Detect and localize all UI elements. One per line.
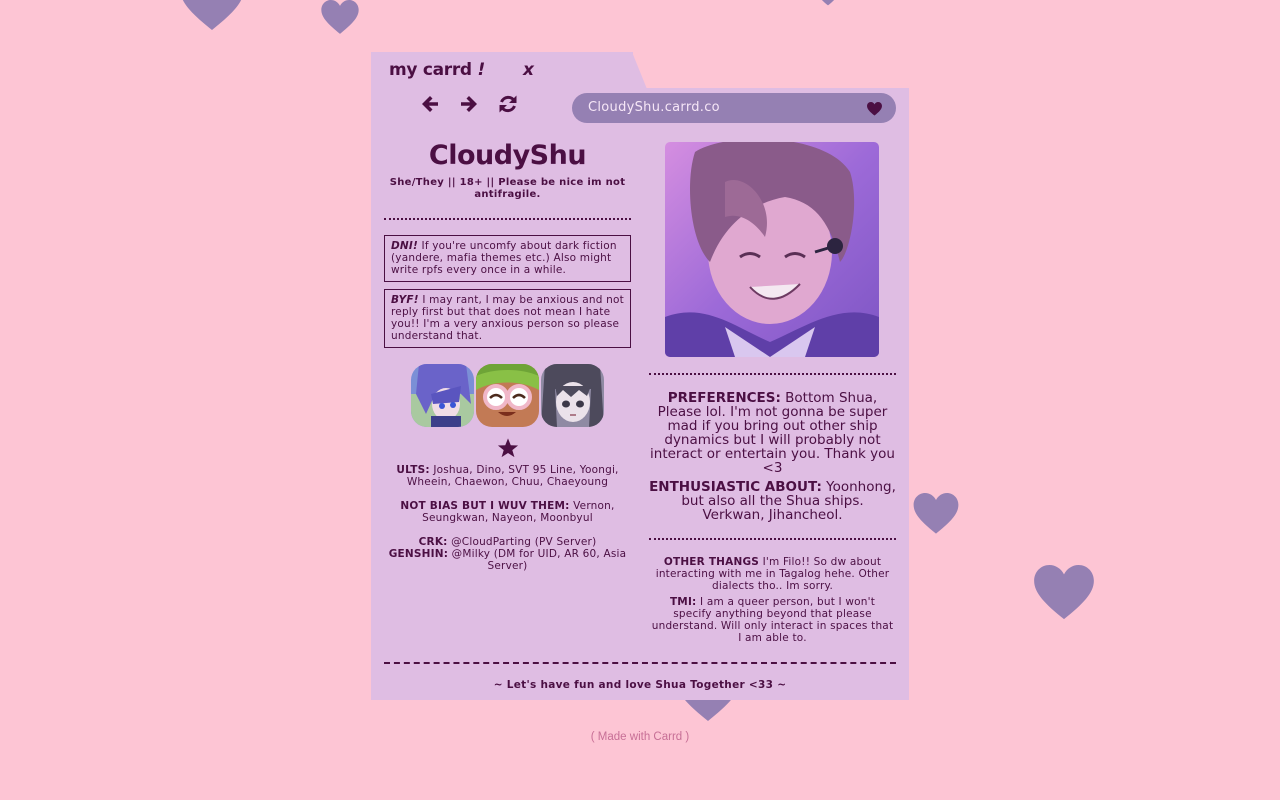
other-thangs-label: OTHER THANGS: [663, 556, 760, 568]
ults-info: [384, 464, 631, 488]
profile-name: CloudyShu: [428, 140, 587, 171]
dni-text: If you're uncomfy about dark fiction (yandere, mafia themes etc.) Also might write rpfs every once in a while.: [391, 240, 617, 276]
divider: [384, 218, 631, 220]
made-with-carrd-link[interactable]: ( Made with Carrd ): [590, 731, 690, 743]
avatar: [476, 364, 539, 427]
divider: [649, 538, 896, 540]
preferences-info: [649, 391, 896, 475]
browser-tab-edge: [632, 52, 647, 89]
dni-label: DNI!: [391, 240, 418, 252]
genshin-text: @Milky (DM for UID, AR 60, Asia Server): [448, 548, 627, 572]
footer-text: ~ Let's have fun and love Shua Together <33 ~: [493, 679, 787, 691]
byf-box: [384, 289, 631, 348]
footer-divider: [384, 662, 896, 664]
star-icon: [497, 437, 519, 459]
other-thangs-info: [649, 556, 896, 592]
tab-title: [389, 60, 485, 80]
preferences-text: Bottom Shua, Please lol. I'm not gonna be super mad if you bring out other ship dynamics but I will probably not interact or entertain you. Thank you <3: [650, 390, 895, 476]
enthusiastic-info: [649, 480, 896, 522]
back-button[interactable]: [419, 93, 441, 115]
genshin-info: [384, 548, 631, 572]
enthusiastic-label: ENTHUSIASTIC ABOUT:: [649, 479, 822, 495]
byf-text: I may rant, I may be anxious and not reply first but that does not mean I hate you!! I'm a very anxious person so please understand that.: [391, 294, 624, 342]
enthusiastic-text: Yoonhong, but also all the Shua ships. Verkwan, Jihancheol.: [681, 479, 896, 523]
arrow-right-icon: [458, 93, 480, 115]
genshin-label: GENSHIN:: [388, 548, 449, 560]
heart-icon: [321, 0, 359, 35]
url-bar[interactable]: [572, 93, 896, 123]
dni-box: [384, 235, 631, 282]
tab-title-text: my carrd: [389, 60, 472, 80]
tab-close-button[interactable]: x: [523, 60, 534, 80]
refresh-icon: [497, 93, 519, 115]
preferences-label: PREFERENCES:: [667, 390, 781, 406]
crk-label: CRK:: [418, 536, 448, 548]
other-thangs-text: I'm Filo!! So dw about interacting with me in Tagalog hehe. Other dialects tho.. Im sorry.: [655, 556, 890, 592]
heart-icon: [913, 493, 959, 535]
tmi-text: I am a queer person, but I won't specify anything beyond that please understand. Will only interact in spaces that I am able to.: [651, 596, 894, 644]
right-column: [649, 373, 896, 644]
arrow-left-icon: [419, 93, 441, 115]
heart-icon[interactable]: [867, 102, 882, 116]
tab-title-bang: !: [477, 60, 485, 80]
crk-info: [384, 536, 631, 548]
byf-label: BYF!: [391, 294, 419, 306]
left-column: [384, 140, 631, 572]
avatar: [411, 364, 474, 427]
refresh-button[interactable]: [497, 93, 519, 115]
divider: [649, 373, 896, 375]
heart-icon: [817, 0, 839, 6]
forward-button[interactable]: [458, 93, 480, 115]
crk-text: @CloudParting (PV Server): [447, 536, 597, 548]
heart-icon: [180, 0, 244, 32]
tmi-info: [649, 596, 896, 644]
star-divider: [384, 437, 631, 463]
tmi-label: TMI:: [669, 596, 697, 608]
not-bias-text: Vernon, Seungkwan, Nayeon, Moonbyul: [422, 500, 615, 524]
not-bias-info: [384, 500, 631, 524]
profile-photo: [665, 142, 879, 357]
ults-text: Joshua, Dino, SVT 95 Line, Yoongi, Wheein, Chaewon, Chuu, Chaeyoung: [406, 464, 619, 488]
avatar-row: [384, 364, 631, 427]
url-text: CloudyShu.carrd.co: [588, 100, 720, 115]
ults-label: ULTS:: [396, 464, 430, 476]
avatar: [541, 364, 604, 427]
not-bias-label: NOT BIAS BUT I WUV THEM:: [400, 500, 570, 512]
heart-icon: [1034, 565, 1094, 621]
profile-pronouns: She/They || 18+ || Please be nice im not antifragile.: [389, 177, 626, 200]
